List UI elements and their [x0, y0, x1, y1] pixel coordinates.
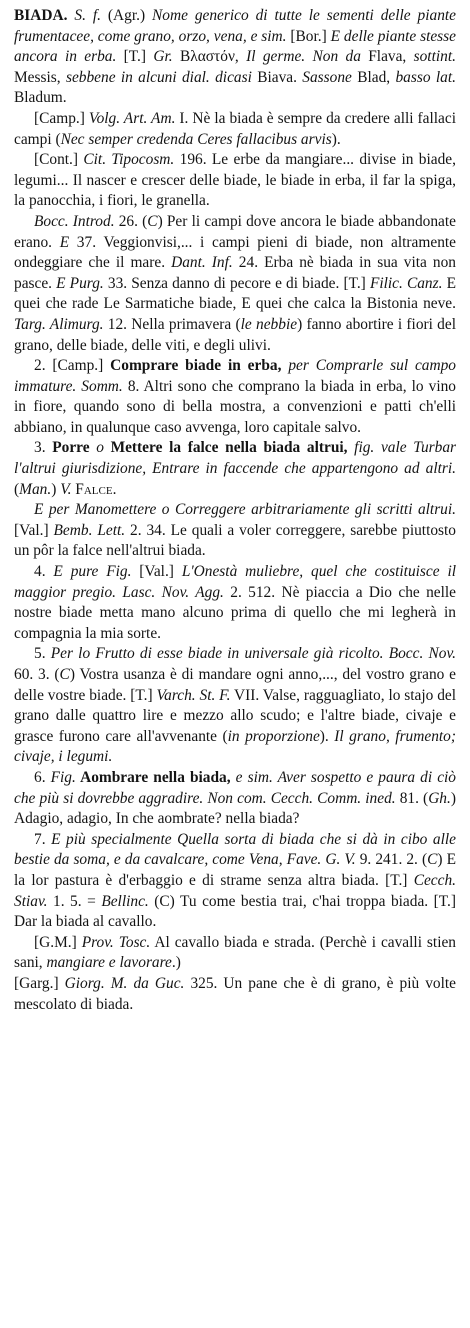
text-segment: Sassone — [302, 68, 352, 86]
text-segment: Man. — [19, 480, 52, 498]
text-segment: C — [59, 666, 70, 683]
text-segment: [T.] — [116, 48, 154, 66]
text-segment: Bocc. Introd. — [34, 212, 115, 230]
entry-paragraph — [14, 150, 456, 212]
text-segment: [Garg.] — [14, 974, 65, 992]
text-segment: E più specialmente Quella sorta di biada che si dà in cibo alle bestie da soma, e da cavalcare, come Vena, Fave. G. V. — [14, 830, 456, 869]
text-segment: 325. Un pane che è di grano, è più volte mescolato di biada. — [14, 974, 456, 1013]
text-segment: 2. 34. Le quali a voler correggere, sarebbe piuttosto un pôr la falce nell'altrui biada. — [14, 521, 457, 560]
text-segment: Gr. — [153, 48, 173, 66]
entry-headword-paragraph — [14, 6, 456, 109]
text-segment: Giorg. M. da Guc. — [64, 974, 185, 992]
text-segment: 3. — [34, 439, 53, 457]
text-segment: 4. — [34, 563, 54, 581]
entry-paragraph — [14, 356, 456, 438]
text-segment: mangiare e lavorare — [46, 954, 172, 972]
text-segment: sottint. — [413, 48, 456, 66]
text-segment: Il germe. Non da — [246, 48, 361, 66]
text-segment: ). — [331, 130, 341, 148]
entry-paragraph — [14, 562, 456, 644]
text-segment: ) E la lor pastura è d'erbaggio e di strame senza altra biada. [T.] — [14, 851, 456, 889]
text-segment: C — [147, 212, 158, 230]
text-segment: Dant. Inf. — [171, 254, 233, 272]
text-segment: ). — [319, 727, 335, 745]
text-segment: ) fanno abortire i fiori del grano, delle biade, delle viti, e degli ulivi. — [14, 315, 456, 354]
entry-paragraph — [14, 500, 456, 562]
text-segment: E per Manomettere o Correggere arbitrariamente gli scritti altrui. — [34, 501, 456, 519]
text-segment: Filic. Canz. — [369, 274, 443, 292]
text-segment: E delle piante stesse ancora in erba. — [14, 27, 456, 66]
entry-paragraph — [14, 768, 456, 830]
text-segment: [Val.] — [131, 563, 182, 581]
text-segment: o — [89, 439, 111, 457]
text-segment: E — [59, 233, 70, 251]
text-segment: Blad, — [351, 68, 396, 86]
text-segment: Nome generico di tutte le sementi delle piante frumentacee, come grano, orzo, vena, e sim. — [14, 7, 457, 45]
entry-paragraph — [14, 644, 456, 768]
text-segment: Nec semper credenda Ceres fallacibus arvis — [60, 130, 332, 148]
text-segment: ( — [14, 480, 20, 498]
text-segment: 1. 5. = — [47, 892, 102, 910]
text-segment: 7. — [34, 830, 52, 848]
text-segment: Il grano, frumento; civaje, i legumi. — [14, 727, 456, 766]
entry-paragraph — [14, 933, 456, 974]
text-segment: 9. 241. 2. ( — [355, 851, 428, 869]
text-segment: (C) Tu come bestia trai, c'hai troppa biada. [T.] Dar la biada al cavallo. — [14, 892, 456, 931]
text-segment: BIADA. — [14, 7, 68, 24]
entry-paragraph — [14, 830, 456, 933]
text-segment: 24. Erba nè biada in sua vita non pasce. — [14, 254, 456, 292]
text-segment: per Comprarle sul campo immature. Somm. — [14, 357, 457, 395]
text-segment: Βλαστόν, — [172, 48, 247, 66]
text-segment: 196. Le erbe da mangiare... divise in biade, legumi... Il nascer e crescer delle biade, le biade in erba, il far la spiga, la panocchia, i fiori, le granella. — [14, 151, 456, 210]
text-segment: Porre — [52, 439, 90, 457]
text-segment: Biava. — [251, 68, 303, 86]
text-segment: 2. [Camp.] — [34, 357, 111, 375]
text-segment: 81. ( — [395, 789, 429, 807]
text-segment: 26. ( — [114, 212, 148, 230]
text-segment: L'Onestà muliebre, quel che costituisce il maggior pregio. Lasc. Nov. Agg. — [14, 563, 456, 601]
text-segment: V. — [60, 480, 72, 498]
text-segment: Per lo Frutto di esse biade in universale già ricolto. Bocc. Nov. — [50, 645, 456, 663]
text-segment: sebbene in alcuni dial. dicasi — [65, 68, 252, 86]
text-segment: [Val.] — [14, 521, 54, 539]
text-segment: [G.M.] — [34, 933, 82, 951]
text-segment: fig. vale Turbar l'altrui giurisdizione, Entrare in faccende che appartengono ad altri. — [14, 439, 457, 478]
text-segment: Fig. — [50, 768, 76, 786]
entry-paragraph — [14, 212, 456, 356]
text-segment: Flava, — [360, 48, 414, 66]
text-segment: 37. Veggionvisi,... i campi pieni di biade, non altramente ondeggiare che il mare. — [14, 233, 456, 272]
text-segment: [Camp.] — [34, 109, 89, 127]
text-segment: ) — [51, 480, 61, 498]
text-segment: Cecch. Stiav. — [14, 871, 456, 910]
entry-paragraph — [14, 974, 456, 1015]
text-segment: le nebbie — [240, 315, 298, 333]
text-segment: basso lat. — [395, 68, 456, 86]
text-segment: Prov. Tosc. — [81, 933, 151, 951]
text-segment: Comprare biade in erba, — [110, 357, 282, 375]
text-segment: 2. 512. Nè piaccia a Dio che nelle nostre biade metta mano alcuno prima di quello che mi legherà in compagnia la mia sorte. — [14, 583, 456, 642]
text-segment: 12. Nella primavera ( — [103, 315, 241, 333]
text-segment: ) Adagio, adagio, In che aombrate? nella biada? — [14, 789, 456, 828]
text-segment: Falce. — [71, 480, 117, 498]
text-segment: Gh. — [428, 789, 451, 807]
text-segment: 6. — [34, 768, 51, 786]
text-segment: 60. 3. ( — [14, 666, 60, 683]
text-segment: E pure Fig. — [53, 563, 132, 581]
text-segment: I. Nè la biada è sempre da credere alli fallaci campi ( — [14, 109, 456, 148]
text-segment: (Agr.) — [107, 7, 152, 24]
text-segment: .) — [171, 954, 181, 972]
text-segment: Varch. St. F. — [156, 686, 231, 704]
text-segment: [Bor.] — [286, 27, 331, 45]
text-segment: e sim. Aver sospetto e paura di ciò che più si dovrebbe aggradire. Non com. Cecch. Comm. ined. — [14, 768, 456, 807]
text-segment: 8. Altri sono che comprano la biada in erba, lo vino in fiore, quando sono di bella mostra, a convenzioni e patti ch'elli abbiano, in qualunque caso avvenga, loro capitale salvo. — [14, 377, 456, 436]
text-segment: VII. Valse, ragguagliato, lo stajo del grano dalle quattro lire e mezzo allo scudo; e l'altre biade, civaje e grasce furono care all'avvenante ( — [14, 686, 456, 745]
text-segment: S. f. — [67, 7, 108, 24]
text-segment: C — [427, 851, 438, 869]
text-segment: 33. Senza danno di pecore e di biade. [T.] — [103, 274, 370, 292]
text-segment: Volg. Art. Am. — [88, 109, 176, 127]
text-segment: Aombrare nella biada, — [75, 768, 231, 786]
text-segment: E Purg. — [56, 274, 104, 292]
entry-paragraph — [14, 109, 456, 150]
text-segment: 5. — [34, 645, 51, 663]
text-segment: Bladum. — [14, 89, 67, 107]
text-segment: ) Vostra usanza è di mandare ogni anno,..., del vostro grano e delle vostre biade. [T.] — [14, 666, 456, 704]
text-segment: Targ. Alimurg. — [14, 315, 104, 333]
text-segment: Mettere la falce nella biada altrui, — [110, 439, 348, 457]
text-segment: [Cont.] — [34, 151, 84, 169]
entry-paragraph — [14, 438, 456, 500]
text-segment: Messis, — [14, 68, 66, 86]
text-segment: Cit. Tipocosm. — [83, 151, 175, 169]
text-segment: ) Per li campi dove ancora le biade abbandonate erano. — [14, 212, 456, 251]
text-segment: in proporzione — [227, 727, 320, 745]
text-segment: E quei che rade Le Sarmatiche biade, E quei che calca la Bistonia neve. — [14, 274, 456, 313]
text-segment: Bemb. Lett. — [53, 521, 126, 539]
text-segment: Bellinc. — [101, 892, 149, 910]
text-segment: Al cavallo biada e strada. (Perchè i cavalli stien sani, — [14, 933, 456, 972]
